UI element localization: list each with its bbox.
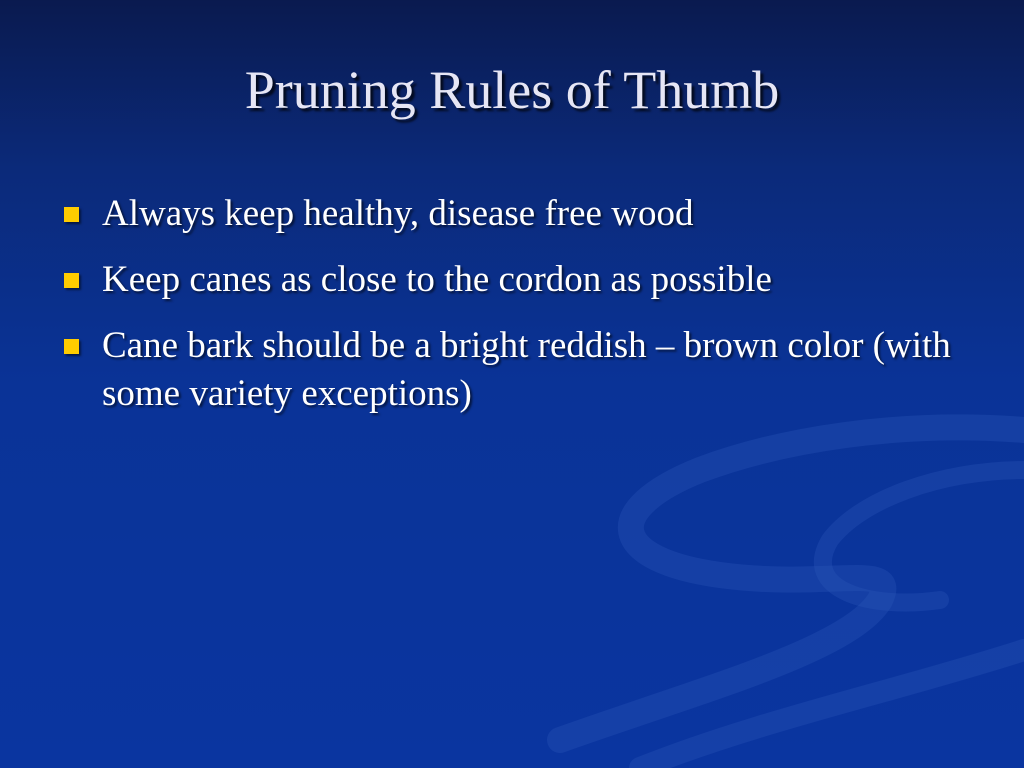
square-bullet-icon [64, 207, 79, 222]
bullet-list [62, 190, 962, 436]
bullet-item [62, 322, 962, 418]
bullet-item [62, 190, 962, 238]
bullet-text: Keep canes as close to the cordon as possible [102, 259, 772, 300]
bullet-text: Always keep healthy, disease free wood [102, 193, 694, 234]
slide-title: Pruning Rules of Thumb [244, 60, 780, 120]
square-bullet-icon [64, 339, 79, 354]
bullet-text: Cane bark should be a bright reddish – brown color (with some variety exceptions) [102, 325, 951, 414]
bullet-item [62, 256, 962, 304]
square-bullet-icon [64, 273, 79, 288]
